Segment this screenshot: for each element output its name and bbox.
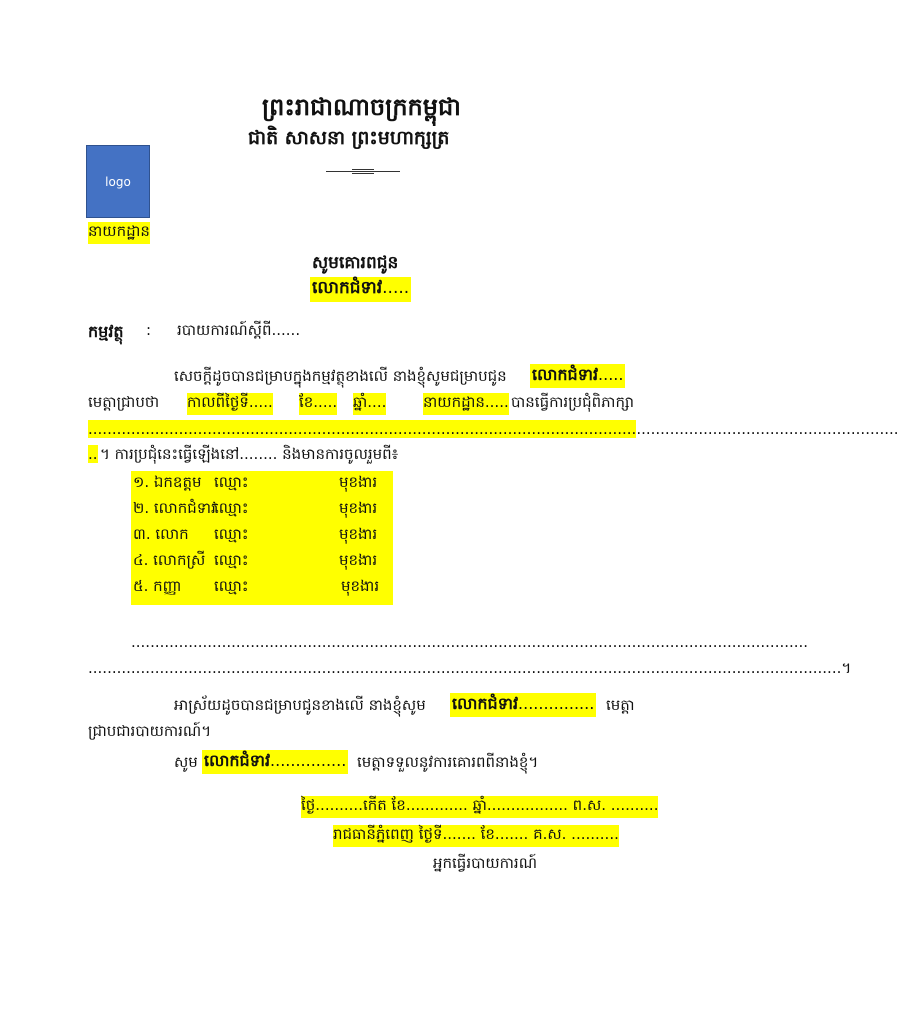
para3-recipient-title: លោកជំទាវ [204, 751, 271, 770]
para2-text-b: មេត្តា [606, 696, 635, 714]
reporter-label: អ្នកធ្វើរបាយការណ៍ [433, 854, 538, 872]
subject-label: កម្មវត្ថុ [88, 322, 124, 341]
attendee-name: ឈ្មោះ [214, 577, 249, 595]
lunar-date: ថ្ងៃ..........កើត ខែ............. ឆ្នាំ................. ព.ស. .......... [301, 796, 658, 818]
para1-line2-d: ឆ្នាំ.... [353, 393, 386, 415]
attendee-role: មុខងារ [339, 499, 378, 517]
national-motto: ជាតិ សាសនា ព្រះមហាក្សត្រ [248, 127, 450, 149]
ornament-divider [326, 169, 400, 175]
department-label: នាយកដ្ឋាន [88, 222, 150, 244]
attendee-title: ៣. លោក [133, 525, 189, 543]
para1-line4-text: ។ ការប្រជុំនេះធ្វើឡើងនៅ........ និងមានការចូលរួមពី៖ [100, 445, 399, 463]
para3-text: មេត្តាទទួលនូវការគោរពពីនាងខ្ញុំ។ [357, 753, 539, 771]
para1-recipient-dots: ..... [598, 365, 624, 384]
para1-line1-recipient [530, 364, 625, 388]
para1-line1-text: សេចក្តីដូចបានជម្រាបក្នុងកម្មវត្ថុខាងលើ នាងខ្ញុំសូមជម្រាបជូន [174, 367, 507, 385]
attendee-name: ឈ្មោះ [214, 473, 249, 491]
para1-line2-f: បានធ្វើការប្រជុំពិភាក្សា [511, 393, 634, 411]
para1-line2-e: នាយកដ្ឋាន..... [423, 393, 509, 415]
content-line2: ..............................................................................................................................................................។ [88, 659, 852, 677]
attendee-list [131, 471, 393, 605]
attendee-name: ឈ្មោះ [214, 551, 249, 569]
para1-line2-a: មេត្តាជ្រាបថា [88, 393, 160, 411]
attendee-name: ឈ្មោះ [214, 525, 249, 543]
attendee-row [131, 549, 393, 574]
attendee-title: ១. ឯកឧត្តម [133, 473, 202, 491]
para2-recipient-title: លោកជំទាវ [452, 694, 519, 713]
subject-colon: : [146, 321, 152, 339]
attendee-row [131, 575, 393, 600]
logo-placeholder [86, 145, 150, 218]
recipient-title: លោកជំទាវ [312, 278, 383, 298]
attendee-row [131, 497, 393, 522]
attendee-row [131, 523, 393, 548]
logo-label: logo [105, 174, 131, 189]
para1-line2-b: កាលពីថ្ងៃទី..... [187, 393, 273, 415]
attendee-role: មុខងារ [339, 473, 378, 491]
attendee-title: ៤. លោកស្រី [133, 551, 206, 569]
recipient [310, 277, 411, 302]
para3-recipient-dots: ............... [270, 751, 347, 770]
greeting: សូមគោរពជូន [312, 253, 399, 273]
attendee-title: ៥. កញ្ញា [133, 577, 182, 595]
attendee-row [131, 471, 393, 496]
attendee-role: មុខងារ [339, 551, 378, 569]
attendee-name: ឈ្មោះ [214, 499, 249, 517]
content-line1: .............................................................................................................................................. [131, 633, 809, 651]
para3-recipient [202, 750, 348, 774]
kingdom-title: ព្រះរាជាណាចក្រកម្ពុជា [262, 93, 461, 121]
attendee-role: មុខងារ [341, 577, 380, 595]
para2-recipient-dots: ............... [518, 694, 595, 713]
recipient-dots: ..... [382, 278, 410, 298]
para2-text-a: អាស្រ័យដូចបានជម្រាបជូនខាងលើ នាងខ្ញុំសូម [174, 696, 426, 714]
para3-prefix: សូម [174, 753, 198, 771]
attendee-role: មុខងារ [339, 525, 378, 543]
para1-line2-c: ខែ..... [299, 393, 337, 415]
para2-recipient [450, 693, 596, 717]
solar-date: រាជធានីភ្នំពេញ ថ្ងៃទី....... ខែ....... គ.ស. .......... [333, 825, 619, 847]
para1-line4-dots: .. [88, 445, 98, 463]
para1-recipient-title: លោកជំទាវ [532, 365, 599, 384]
subject-text: របាយការណ៍ស្តីពី...... [177, 321, 301, 339]
attendee-title: ២. លោកជំទាវ [133, 499, 216, 517]
para1-line3: .......................................................................................................................................................................... [88, 420, 899, 438]
para2-line2: ជ្រាបជារបាយការណ៍។ [88, 722, 212, 740]
